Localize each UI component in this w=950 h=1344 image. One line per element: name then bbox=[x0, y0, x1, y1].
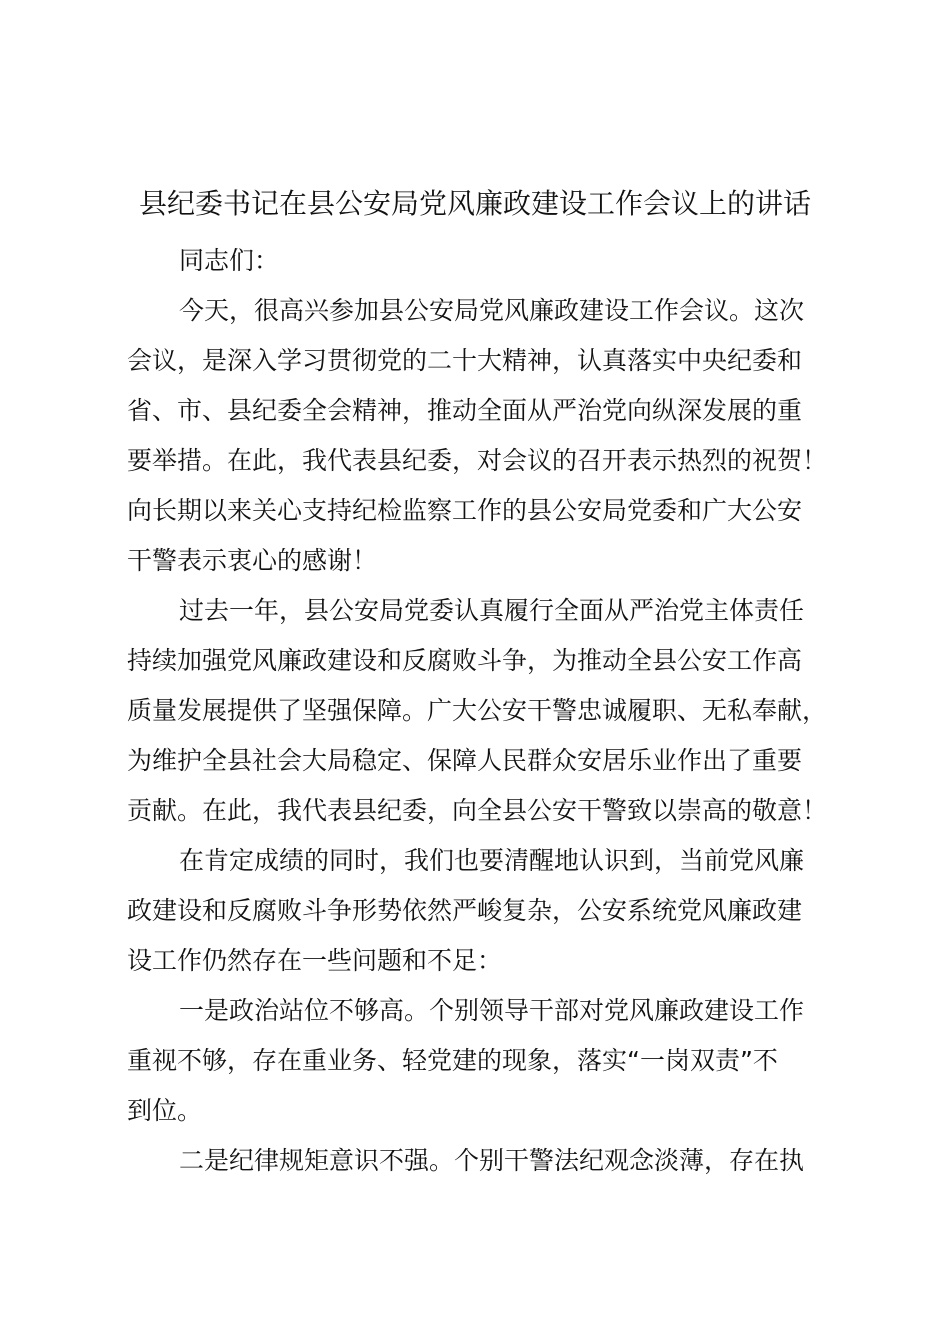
text-line: 今天，很高兴参加县公安局党风廉政建设工作会议。这次 bbox=[179, 296, 805, 325]
text-line: 重视不够，存在重业务、轻党建的现象，落实“一岗双责”不 bbox=[127, 1046, 778, 1075]
text-line: 贡献。在此，我代表县纪委，向全县公安干警致以崇高的敬意！ bbox=[127, 796, 828, 825]
problem-two-paragraph bbox=[127, 1136, 833, 1186]
text-line: 为维护全县社会大局稳定、保障人民群众安居乐业作出了重要 bbox=[127, 746, 803, 775]
text-line: 质量发展提供了坚强保障。广大公安干警忠诚履职、无私奉献， bbox=[127, 696, 828, 725]
problems-intro-paragraph bbox=[127, 836, 833, 986]
text-line: 在肯定成绩的同时，我们也要清醒地认识到，当前党风廉 bbox=[179, 846, 805, 875]
text-line: 一是政治站位不够高。个别领导干部对党风廉政建设工作 bbox=[179, 996, 805, 1025]
text-line: 持续加强党风廉政建设和反腐败斗争，为推动全县公安工作高 bbox=[127, 646, 803, 675]
text-line: 干警表示衷心的感谢！ bbox=[127, 546, 378, 575]
text-line: 过去一年，县公安局党委认真履行全面从严治党主体责任 bbox=[179, 596, 805, 625]
document-body bbox=[127, 236, 833, 1186]
text-line: 省、市、县纪委全会精神，推动全面从严治党向纵深发展的重 bbox=[127, 396, 803, 425]
salutation-paragraph bbox=[127, 236, 833, 286]
text-line: 到位。 bbox=[127, 1096, 203, 1125]
text-line: 政建设和反腐败斗争形势依然严峻复杂，公安系统党风廉政建 bbox=[127, 896, 803, 925]
text-line: 二是纪律规矩意识不强。个别干警法纪观念淡薄，存在执 bbox=[179, 1146, 805, 1175]
text-line: 向长期以来关心支持纪检监察工作的县公安局党委和广大公安 bbox=[127, 496, 803, 525]
review-paragraph bbox=[127, 586, 833, 836]
problem-one-paragraph bbox=[127, 986, 833, 1136]
text-line: 同志们： bbox=[179, 246, 280, 275]
text-line: 要举措。在此，我代表县纪委，对会议的召开表示热烈的祝贺！ bbox=[127, 446, 828, 475]
document-title: 县纪委书记在县公安局党风廉政建设工作会议上的讲话 bbox=[138, 187, 811, 220]
opening-paragraph bbox=[127, 286, 833, 586]
text-line: 会议，是深入学习贯彻党的二十大精神，认真落实中央纪委和 bbox=[127, 346, 803, 375]
text-line: 设工作仍然存在一些问题和不足： bbox=[127, 946, 503, 975]
